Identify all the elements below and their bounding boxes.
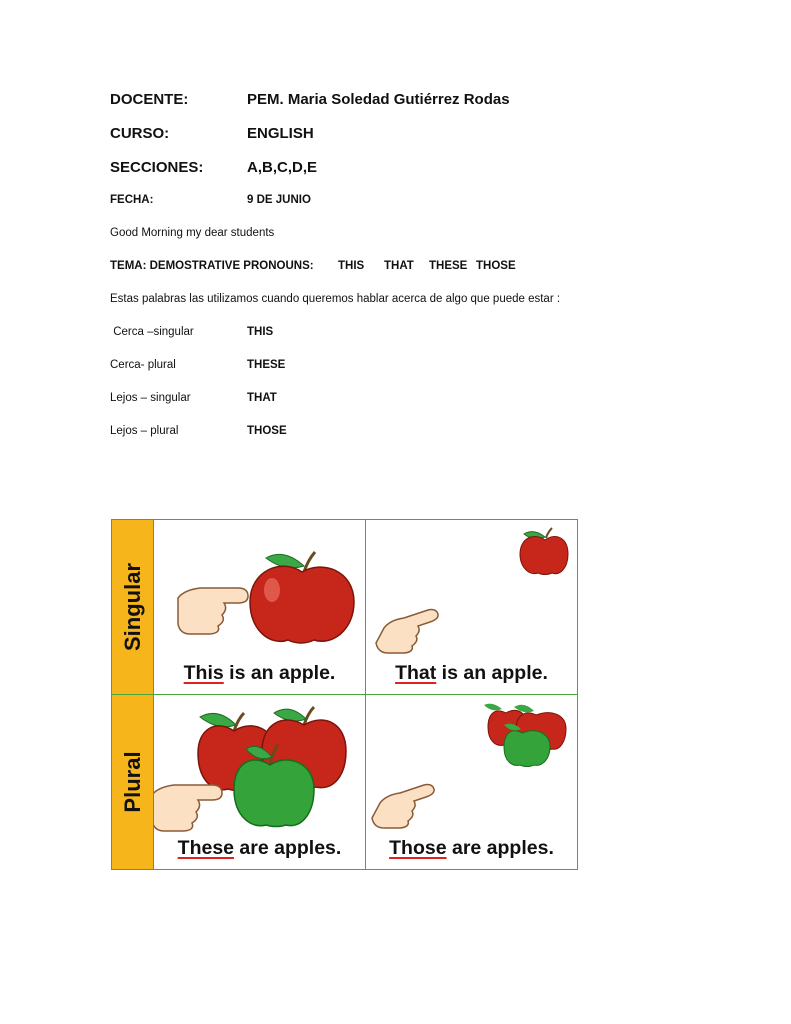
pronoun-label: Cerca –singular [110,326,194,338]
tema-word-that: THAT [384,260,414,272]
secciones-value: A,B,C,D,E [247,159,318,176]
pronoun-label: Lejos – plural [110,425,179,437]
tema-line [110,260,516,272]
caption-those-rest: are apples. [446,837,554,859]
caption-these-word: These [177,837,235,859]
pronoun-value: THOSE [247,425,287,437]
caption-these [154,837,365,860]
docente-value: PEM. Maria Soledad Gutiérrez Rodas [247,91,510,108]
cell-these [153,694,366,870]
pronoun-value: THAT [247,392,277,404]
demonstratives-illustration [111,519,578,870]
secciones-label: SECCIONES: [110,159,204,176]
tema-word-this: THIS [338,260,365,272]
intro-text: Estas palabras las utilizamos cuando queremos hablar acerca de algo que puede estar : [110,293,561,305]
caption-this [154,662,365,685]
pronoun-label: Cerca- plural [110,359,176,371]
plural-side-bar [111,694,154,870]
caption-those-word: Those [389,837,447,859]
docente-label: DOCENTE: [110,91,189,108]
cell-those [365,694,578,870]
cell-that [365,519,578,695]
caption-those [366,837,577,860]
tema-label: TEMA: DEMOSTRATIVE PRONOUNS: [110,260,314,272]
caption-this-rest: is an apple. [223,662,336,684]
fecha-label: FECHA: [110,194,154,206]
caption-that-rest: is an apple. [436,662,548,684]
tema-word-those: THOSE [476,260,516,272]
pronoun-value: THIS [247,326,274,338]
caption-that [366,662,577,685]
greeting: Good Morning my dear students [110,227,275,239]
caption-this-word: This [183,662,224,684]
fecha-value: 9 DE JUNIO [247,194,311,206]
singular-side-bar [111,519,154,695]
singular-label: Singular [119,562,145,652]
cell-this [153,519,366,695]
curso-label: CURSO: [110,125,170,142]
caption-these-rest: are apples. [234,837,342,859]
curso-value: ENGLISH [247,125,314,142]
tema-word-these: THESE [429,260,468,272]
pronoun-value: THESE [247,359,286,371]
plural-label: Plural [119,751,145,813]
pronoun-label: Lejos – singular [110,392,191,404]
caption-that-word: That [395,662,437,684]
